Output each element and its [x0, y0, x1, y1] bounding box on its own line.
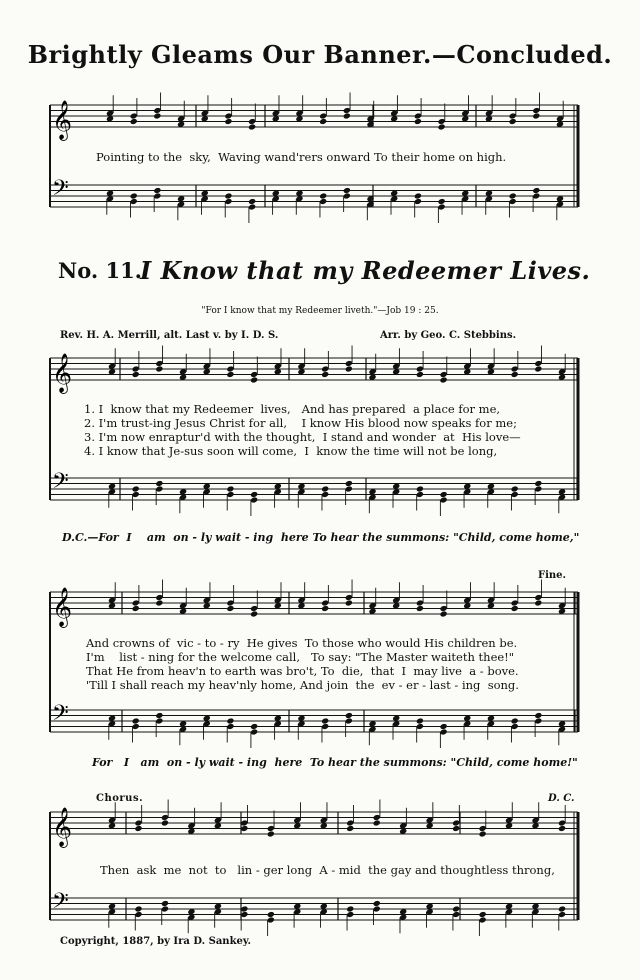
note-head [440, 610, 448, 617]
note-head [440, 723, 448, 730]
chorus-lyric-line: Then ask me not to lin - ger long A - mid the gay and thoughtless throng, [100, 863, 555, 877]
note-head [343, 112, 351, 119]
note-head [153, 187, 161, 194]
note-head [155, 365, 163, 372]
note-head [558, 905, 566, 912]
note-head [248, 198, 256, 205]
bass-clef: 𝄢 [52, 469, 69, 499]
treble-clef: 𝄞 [52, 353, 73, 393]
note-head [345, 365, 353, 372]
note-head [452, 825, 460, 832]
chorus-label: Chorus. [96, 793, 144, 804]
verse-line-3a: 3. I'm now enraptur'd with the thought, I stand and wonder at His love— [84, 430, 521, 444]
note-head [479, 830, 487, 837]
note-head [416, 717, 424, 724]
note-head [414, 192, 422, 199]
note-head [343, 187, 351, 194]
note-head [267, 830, 275, 837]
note-head [534, 365, 542, 372]
note-head [416, 485, 424, 492]
note-head [134, 825, 142, 832]
note-head [534, 599, 542, 606]
verse-line-1a: 1. I know that my Redeemer lives, And has prepared a place for me, [84, 402, 501, 416]
note-head [155, 599, 163, 606]
note-head [130, 192, 138, 199]
hymn-number: No. 11. [58, 258, 142, 283]
verse-line-4a: 4. I know that Je-sus soon will come, I know the time will not be long, [84, 444, 498, 458]
concluded-hymn-title: Brightly Gleams Our Banner.—Concluded. [27, 40, 613, 69]
verse-line-2b: I'm list - ning for the welcome call, To say: "The Master waiteth thee!" [86, 650, 515, 664]
note-head [438, 123, 446, 130]
note-head [558, 825, 566, 832]
verse-line-3b: That He from heav'n to earth was bro't, To die, that I may live a - bove. [86, 664, 519, 678]
scripture-reference: "For I know that my Redeemer liveth."—Job 19 : 25. [201, 306, 439, 316]
note-head [226, 717, 234, 724]
note-head [373, 819, 381, 826]
fine-marker: Fine. [538, 570, 567, 581]
note-head [452, 905, 460, 912]
note-head [226, 371, 234, 378]
note-head [319, 192, 327, 199]
note-head [414, 118, 422, 125]
treble-clef: 𝄞 [52, 587, 73, 627]
note-head [438, 198, 446, 205]
note-head [132, 485, 140, 492]
copyright-notice: Copyright, 1887, by Ira D. Sankey. [60, 936, 252, 947]
note-head [534, 712, 542, 719]
note-head [509, 192, 517, 199]
dc-refrain-line-1: D.C.—For I am on - ly wait - ing here To hear the summons: "Child, come home," [62, 531, 580, 544]
verse-line-2a: 2. I'm trust-ing Jesus Christ for all, I know His blood now speaks for me; [84, 416, 517, 430]
note-head [224, 118, 232, 125]
bass-clef: 𝄢 [52, 176, 69, 206]
note-head [345, 480, 353, 487]
words-credit: Rev. H. A. Merrill, alt. Last v. by I. D. S. [60, 330, 279, 341]
note-head [373, 900, 381, 907]
note-head [511, 717, 519, 724]
bass-clef: 𝄢 [52, 889, 69, 919]
concluded-lyric-line: Pointing to the sky, Waving wand'rers onward To their home on high. [96, 150, 507, 164]
treble-clef: 𝄞 [52, 807, 73, 847]
note-head [321, 485, 329, 492]
treble-clef: 𝄞 [52, 100, 73, 140]
note-head [321, 371, 329, 378]
verse-line-4b: 'Till I shall reach my heav'nly home, And join the ev - er - last - ing song. [86, 678, 519, 692]
note-head [134, 905, 142, 912]
note-head [532, 187, 540, 194]
note-head [532, 112, 540, 119]
bass-clef: 𝄢 [52, 701, 69, 731]
note-head [345, 712, 353, 719]
note-head [509, 118, 517, 125]
note-head [224, 192, 232, 199]
dc-marker: D. C. [548, 793, 575, 804]
note-head [155, 712, 163, 719]
note-head [132, 371, 140, 378]
note-head [321, 605, 329, 612]
note-head [345, 599, 353, 606]
note-head [250, 376, 258, 383]
note-head [267, 911, 275, 918]
note-head [161, 900, 169, 907]
note-head [130, 118, 138, 125]
note-head [511, 485, 519, 492]
note-head [511, 371, 519, 378]
note-head [132, 605, 140, 612]
note-head [440, 376, 448, 383]
music-credit: Arr. by Geo. C. Stebbins. [380, 330, 517, 341]
note-head [479, 911, 487, 918]
note-head [250, 723, 258, 730]
note-head [416, 371, 424, 378]
note-head [226, 605, 234, 612]
dc-refrain-line-2: For I am on - ly wait - ing here To hear the summons: "Child, come home!" [92, 756, 578, 769]
note-head [346, 825, 354, 832]
note-head [248, 123, 256, 130]
verse-line-1b: And crowns of vic - to - ry He gives To those who would His children be. [86, 636, 518, 650]
note-head [226, 485, 234, 492]
note-head [155, 480, 163, 487]
hymn-title: I Know that my Redeemer Lives. [140, 256, 591, 285]
note-head [416, 605, 424, 612]
note-head [440, 491, 448, 498]
note-head [250, 610, 258, 617]
note-head [321, 717, 329, 724]
note-head [161, 819, 169, 826]
note-head [132, 717, 140, 724]
note-head [534, 480, 542, 487]
note-head [319, 118, 327, 125]
note-head [511, 605, 519, 612]
note-head [346, 905, 354, 912]
note-head [153, 112, 161, 119]
note-head [250, 491, 258, 498]
